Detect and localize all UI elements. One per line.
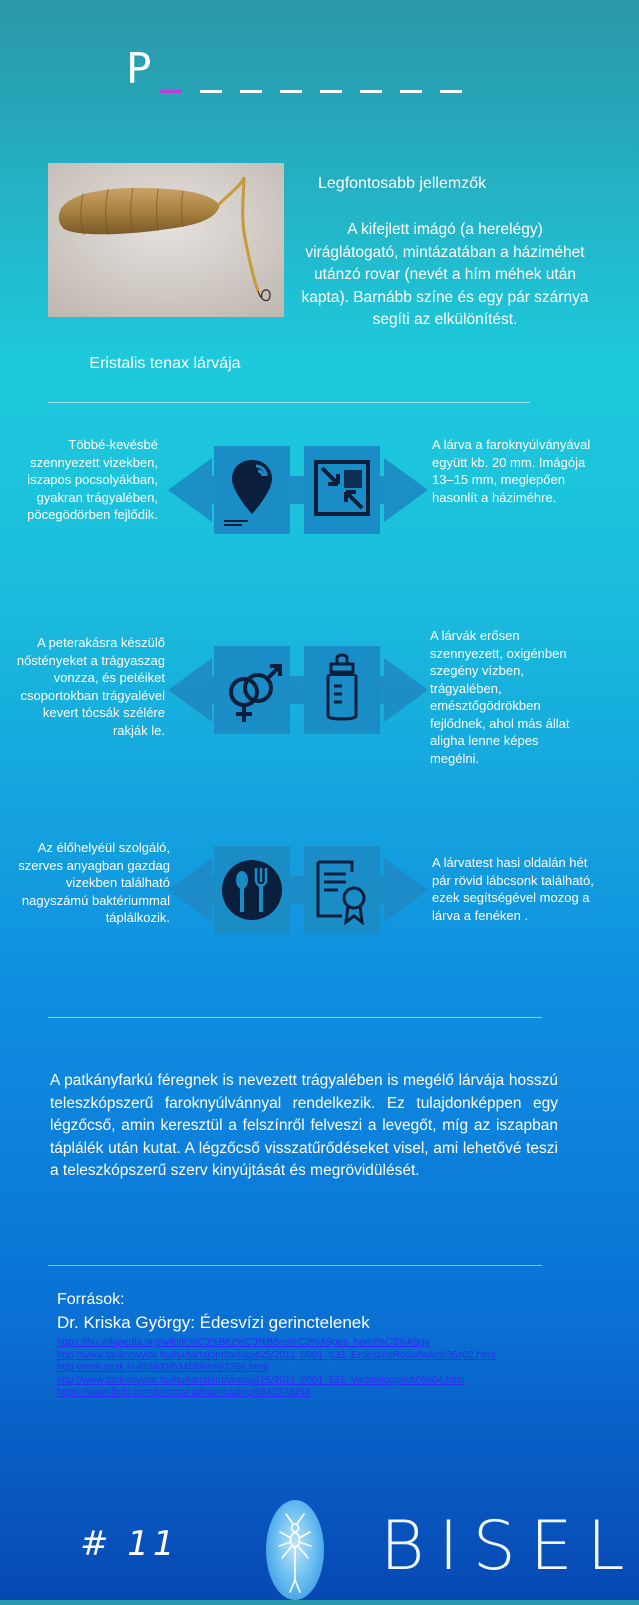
- issue-number: # 11: [80, 1524, 179, 1564]
- sources-book: Dr. Kriska György: Édesvízi gerinctelenek: [57, 1313, 370, 1332]
- shrink-arrows-icon: [304, 446, 380, 534]
- puzzle-cursor-dash: [160, 90, 182, 93]
- source-link[interactable]: https://hu.wikipedia.org/wiki/K%C3%B6z%C3%B6ns%C3%A9ges_herel%C3%A9gy: [57, 1337, 430, 1348]
- row2-right-text: A lárvák erősen szennyezett, oxigénben szegény vízben, trágyalében, emésztőgödrökben fejlődnek, ahol más állat aligha lenne képes megélni.: [430, 628, 570, 766]
- source-link[interactable]: http://www.tankonyvtar.hu/hu/tartalom/tamop425/2011_0001_521_Vadbiologia/ch09s04.html: [57, 1374, 465, 1386]
- larva-caption: Eristalis tenax lárvája: [89, 355, 241, 372]
- puzzle-blank-dash: [320, 90, 342, 93]
- divider: [48, 1265, 542, 1266]
- location-pin-icon: [214, 446, 290, 534]
- row2-left-text: A peterakásra készülő nőstényeket a trágyaszag vonzza, és petéiket csoportokban trágyalével kevert tócsák szélére rakják le.: [16, 635, 165, 738]
- row2-arrows: [168, 640, 428, 740]
- spoon-fork-icon: [214, 846, 290, 934]
- certificate-icon: [304, 846, 380, 934]
- puzzle-blank-dash: [200, 90, 222, 93]
- source-link[interactable]: http://mek.oszk.hu/03400/03408/html/2756.html: [57, 1362, 268, 1373]
- row3-left-text: Az élőhelyéül szolgáló, szerves anyagban gazdag vizekben található nagyszámú baktériummal táplálkozik.: [18, 840, 170, 925]
- puzzle-blank-dash: [440, 90, 462, 93]
- sources-title: Források:: [57, 1291, 125, 1308]
- row3-arrows: [168, 840, 428, 940]
- source-link[interactable]: https://www.flickr.com/photos/nathanreading/6843378294: [57, 1387, 311, 1398]
- row3-right-text: A lárvatest hasi oldalán hét pár rövid lábcsonk található, ezek segítségével mozog a lárva a fenéken .: [432, 855, 594, 923]
- puzzle-blank-dash: [280, 90, 302, 93]
- puzzle-blank-dash: [400, 90, 422, 93]
- features-body: A kifejlett imágó (a herelégy) viráglátogató, mintázatában a háziméhet utánzó rovar (nevét a hím méhek után kapta). Barnább színe és egy pár szárnya segíti az elkülönítést.: [301, 221, 589, 328]
- bisel-insect-logo-icon: [266, 1500, 324, 1600]
- gender-symbols-icon: [214, 646, 290, 734]
- source-link[interactable]: http://www.tankonyvtar.hu/hu/tartalom/tamop425/2011_0001_533_ErdeszetiRovartan/ch36s02.html: [57, 1349, 496, 1361]
- divider: [48, 1017, 542, 1018]
- row1-left-text: Többé-kevésbé szennyezett vizekben, iszapos pocsolyákban, gyakran trágyalében, pöcegödörben fejlődik.: [27, 437, 158, 522]
- row1-arrows: [168, 440, 428, 540]
- puzzle-blank-dash: [360, 90, 382, 93]
- puzzle-first-letter: P: [126, 44, 152, 93]
- bisel-brand: BISEL: [380, 1507, 639, 1586]
- baby-bottle-icon: [304, 646, 380, 734]
- sources-links: [57, 1337, 562, 1400]
- row1-right-text: A lárva a faroknyúlványával együtt kb. 20 mm. Imágója 13–15 mm, meglepően hasonlít a háziméhre.: [432, 437, 591, 505]
- description-paragraph: A patkányfarkú féregnek is nevezett trágyalében is megélő lárvája hosszú teleszkópszerű faroknyúlvánnyal rendelkezik. Ez tulajdonképpen egy légzőcső, amin keresztül a felszínről felveszi a levegőt, míg az iszapban táplálék után kutat. A légzőcső visszatűrődéseket visel, ami lehetővé teszi a teleszkópszerű szerv kinyújtását és megrövidülését.: [50, 1072, 558, 1179]
- divider: [48, 402, 530, 403]
- features-title: Legfontosabb jellemzők: [318, 175, 487, 192]
- puzzle-blank-dash: [240, 90, 262, 93]
- larva-photo: [48, 163, 284, 317]
